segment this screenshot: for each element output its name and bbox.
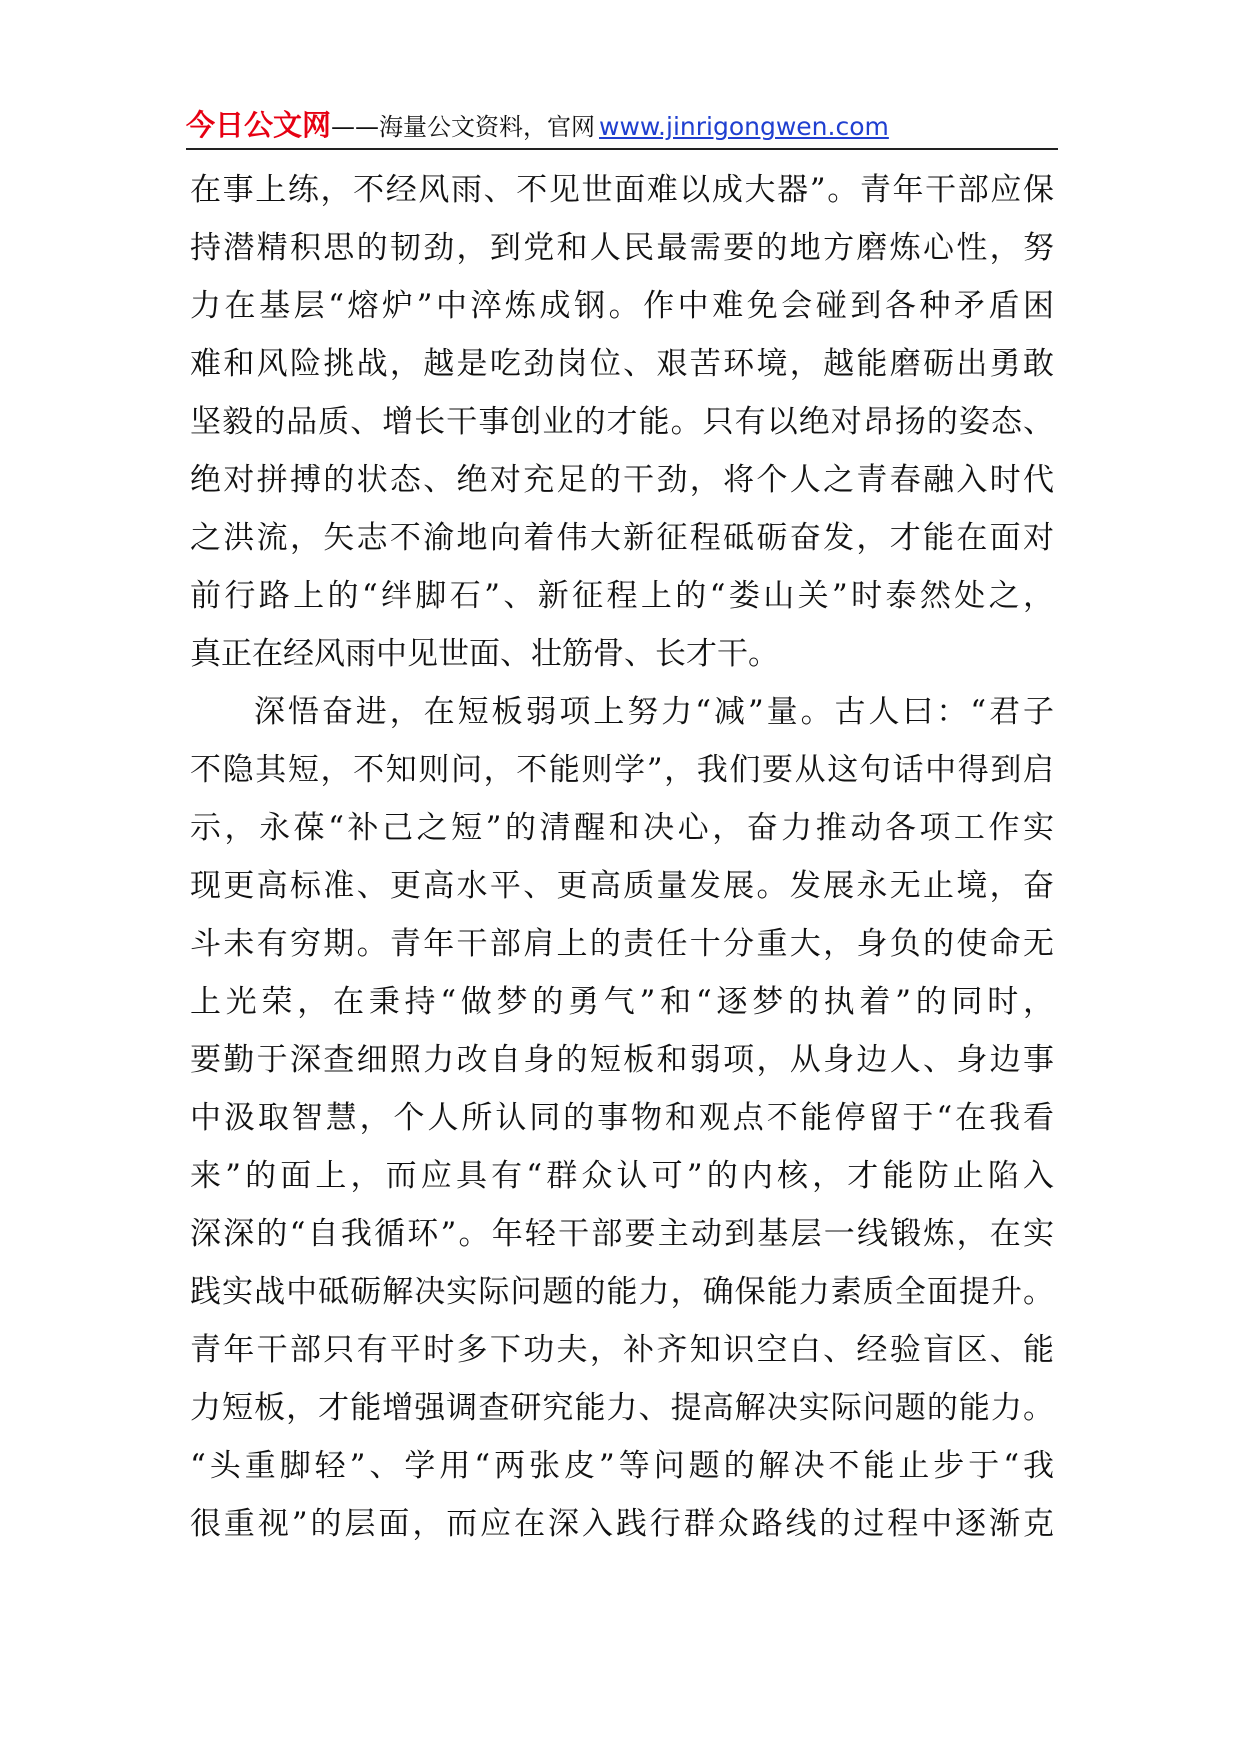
text-line: 上光荣，在秉持“做梦的勇气”和“逐梦的执着”的同时， bbox=[190, 984, 1054, 1020]
site-brand: 今日公文网 bbox=[186, 108, 332, 142]
text-line: 难和风险挑战，越是吃劲岗位、艰苦环境，越能磨砺出勇敢 bbox=[190, 346, 1054, 382]
text-line: 深深的“自我循环”。年轻干部要主动到基层一线锻炼，在实 bbox=[190, 1216, 1054, 1252]
text-line: 力短板，才能增强调查研究能力、提高解决实际问题的能力。 bbox=[190, 1390, 1054, 1426]
header-divider bbox=[186, 148, 1058, 150]
text-line: 绝对拼搏的状态、绝对充足的干劲，将个人之青春融入时代 bbox=[190, 462, 1054, 498]
document-body bbox=[190, 161, 1054, 1553]
page-header bbox=[186, 102, 1058, 148]
text-line: 前行路上的“绊脚石”、新征程上的“娄山关”时泰然处之， bbox=[190, 578, 1054, 614]
text-line: 在事上练，不经风雨、不见世面难以成大器”。青年干部应保 bbox=[190, 172, 1054, 208]
text-line: “头重脚轻”、学用“两张皮”等问题的解决不能止步于“我 bbox=[190, 1448, 1054, 1484]
text-line: 斗未有穷期。青年干部肩上的责任十分重大，身负的使命无 bbox=[190, 926, 1054, 962]
text-line: 深悟奋进，在短板弱项上努力“减”量。古人曰：“君子 bbox=[254, 694, 1054, 730]
text-line: 之洪流，矢志不渝地向着伟大新征程砥砺奋发，才能在面对 bbox=[190, 520, 1054, 556]
text-line: 要勤于深查细照力改自身的短板和弱项，从身边人、身边事 bbox=[190, 1042, 1054, 1078]
text-line: 持潜精积思的韧劲，到党和人民最需要的地方磨炼心性，努 bbox=[190, 230, 1054, 266]
text-line: 青年干部只有平时多下功夫，补齐知识空白、经验盲区、能 bbox=[190, 1332, 1054, 1368]
text-line: 很重视”的层面，而应在深入践行群众路线的过程中逐渐克 bbox=[190, 1506, 1054, 1542]
text-line: 力在基层“熔炉”中淬炼成钢。作中难免会碰到各种矛盾困 bbox=[190, 288, 1054, 324]
text-line: 不隐其短，不知则问，不能则学”，我们要从这句话中得到启 bbox=[190, 752, 1054, 788]
text-line: 中汲取智慧，个人所认同的事物和观点不能停留于“在我看 bbox=[190, 1100, 1054, 1136]
text-line: 示，永葆“补己之短”的清醒和决心，奋力推动各项工作实 bbox=[190, 810, 1054, 846]
text-line: 坚毅的品质、增长干事创业的才能。只有以绝对昂扬的姿态、 bbox=[190, 404, 1054, 440]
text-line: 践实战中砥砺解决实际问题的能力，确保能力素质全面提升。 bbox=[190, 1274, 1054, 1310]
text-line: 现更高标准、更高水平、更高质量发展。发展永无止境，奋 bbox=[190, 868, 1054, 904]
text-line: 来”的面上，而应具有“群众认可”的内核，才能防止陷入 bbox=[190, 1158, 1054, 1194]
site-tagline: ——海量公文资料，官网 bbox=[331, 113, 596, 141]
text-line: 真正在经风雨中见世面、壮筋骨、长才干。 bbox=[190, 636, 779, 672]
site-url-link[interactable]: www.jinrigongwen.com bbox=[599, 112, 889, 141]
